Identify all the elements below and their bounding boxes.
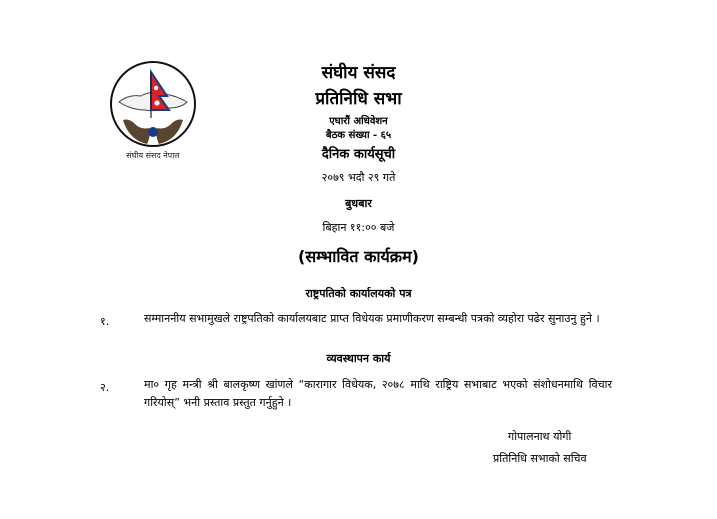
program-title: (सम्भावित कार्यक्रम) [298,247,419,266]
item-number: २. [100,381,110,394]
meeting-number: बैठक संख्या - ६५ [325,130,392,141]
agenda-time: बिहान ११:०० बजे [322,221,395,234]
signatory-name: गोपालनाथ योगी [508,430,572,443]
section-heading: व्यवस्थापन कार्य [326,352,391,365]
agenda-date: २०७९ भदौ २९ गते [321,171,396,184]
session-label: एघारौं अधिवेशन [329,116,388,127]
org-title: संघीय संसद [321,63,396,83]
item-text: मा० गृह मन्त्री श्री बालकृष्ण खांणले “कारागार विधेयक, २०७८ माथि राष्ट्रिय सभाबाट भएको संशोधनमाथि विचार गरियोस्” भनी प्रस्ताव प्रस्तुत गर्नुहुने । [144,378,612,409]
item-text: सम्माननीय सभामुखले राष्ट्रपतिको कार्यालयबाट प्राप्त विधेयक प्रमाणीकरण सम्बन्धी पत्रको व्यहोरा पढेर सुनाउनु हुने । [144,312,600,325]
agenda-title: दैनिक कार्यसूची [321,147,396,162]
house-title: प्रतिनिधि सभा [315,89,402,109]
item-number: १. [100,315,110,328]
agenda-day: बुधबार [345,197,372,210]
section-heading: राष्ट्रपतिको कार्यालयको पत्र [305,287,412,300]
emblem-caption: संघीय संसद नेपाल [126,151,180,160]
signatory-title: प्रतिनिधि सभाको सचिव [493,452,587,465]
